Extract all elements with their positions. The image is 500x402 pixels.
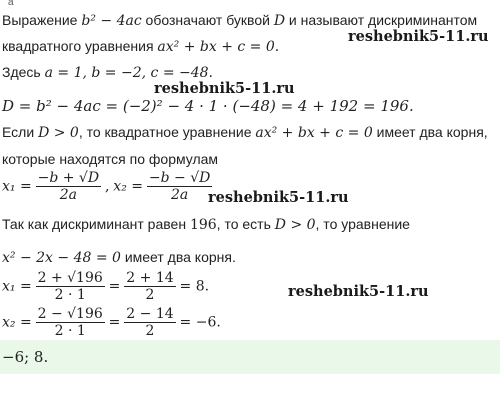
x1-numerator: −b + √D [37,170,100,186]
definition-line-2 [2,38,279,55]
conclusion-line-1 [2,216,410,233]
condition-line [2,124,488,141]
x1-numerator: 2 + √196 [37,270,103,286]
text: Так как дискриминант равен [2,216,190,232]
x1-denominator: 2a [59,187,77,203]
x1-numerator-simplified: 2 + 14 [126,270,174,286]
text: , то уравнение [315,216,410,232]
x2-fraction-simplified [124,306,175,339]
formula: b² − 4ac [81,13,142,29]
text: имеет два корня, [372,124,488,140]
x2-numerator: −b − √D [148,170,211,186]
watermark: reshebnik5-11.ru [348,28,489,45]
x2-denominator: 2a [170,187,189,203]
text: , то квадратное уравнение [78,124,256,140]
conclusion-line-2 [2,249,236,266]
text: которые находятся по формулам [2,151,219,167]
equals: = [108,278,121,295]
x1-result: = 8. [179,278,210,295]
top-fragment: a [8,0,14,8]
watermark: reshebnik5-11.ru [154,80,295,97]
x2-label: x₂ = [2,314,32,331]
formula: D > 0 [274,217,316,233]
x1-label: x₁ = [2,178,32,195]
root-x2 [2,306,221,344]
formula: ax² + bx + c = 0. [157,39,280,55]
definition-line-1 [2,12,477,29]
x2-result: = −6. [179,314,221,331]
x2-denominator-simplified: 2 [145,323,155,339]
text: , то есть [216,216,275,232]
watermark: reshebnik5-11.ru [208,189,349,206]
text: Здесь [2,64,45,80]
root-x1 [2,270,209,308]
root-formulas [2,170,212,206]
text: Если [2,124,39,140]
discriminant-line [2,97,414,115]
formulas-intro-line [2,151,218,167]
text: Выражение [2,12,82,28]
text: имеет два корня. [120,249,236,265]
formula: D [273,13,286,29]
x2-denominator: 2 · 1 [54,323,86,339]
x1-label: x₁ = [2,278,32,295]
formula: 196 [189,217,217,233]
separator: , [104,178,110,195]
x2-fraction [147,170,212,203]
answer-block [0,340,500,374]
formula: a = 1, b = −2, c = −48. [44,65,213,81]
answer-text: −6; 8. [2,348,49,366]
text: квадратного уравнения [2,38,158,54]
x1-denominator: 2 · 1 [54,287,86,303]
text: и называют дискриминантом [285,12,478,28]
x1-fraction [36,170,101,203]
x1-fraction-simplified [124,270,175,303]
x2-fraction [36,306,105,339]
formula: D = b² − 4ac = (−2)² − 4 · 1 · (−48) = 4 + 192 = 196. [2,97,414,115]
formula: x² − 2x − 48 = 0 [2,250,121,266]
formula: D > 0 [38,125,79,141]
x2-numerator: 2 − √196 [37,306,103,322]
x2-numerator-simplified: 2 − 14 [126,306,174,322]
x1-fraction [36,270,105,303]
coefficients-line [2,64,213,81]
text: обозначают буквой [141,12,274,28]
formula: ax² + bx + c = 0 [255,125,373,141]
x1-denominator-simplified: 2 [145,287,155,303]
equals: = [108,314,121,331]
watermark: reshebnik5-11.ru [288,283,429,300]
x2-label: x₂ = [113,178,143,195]
